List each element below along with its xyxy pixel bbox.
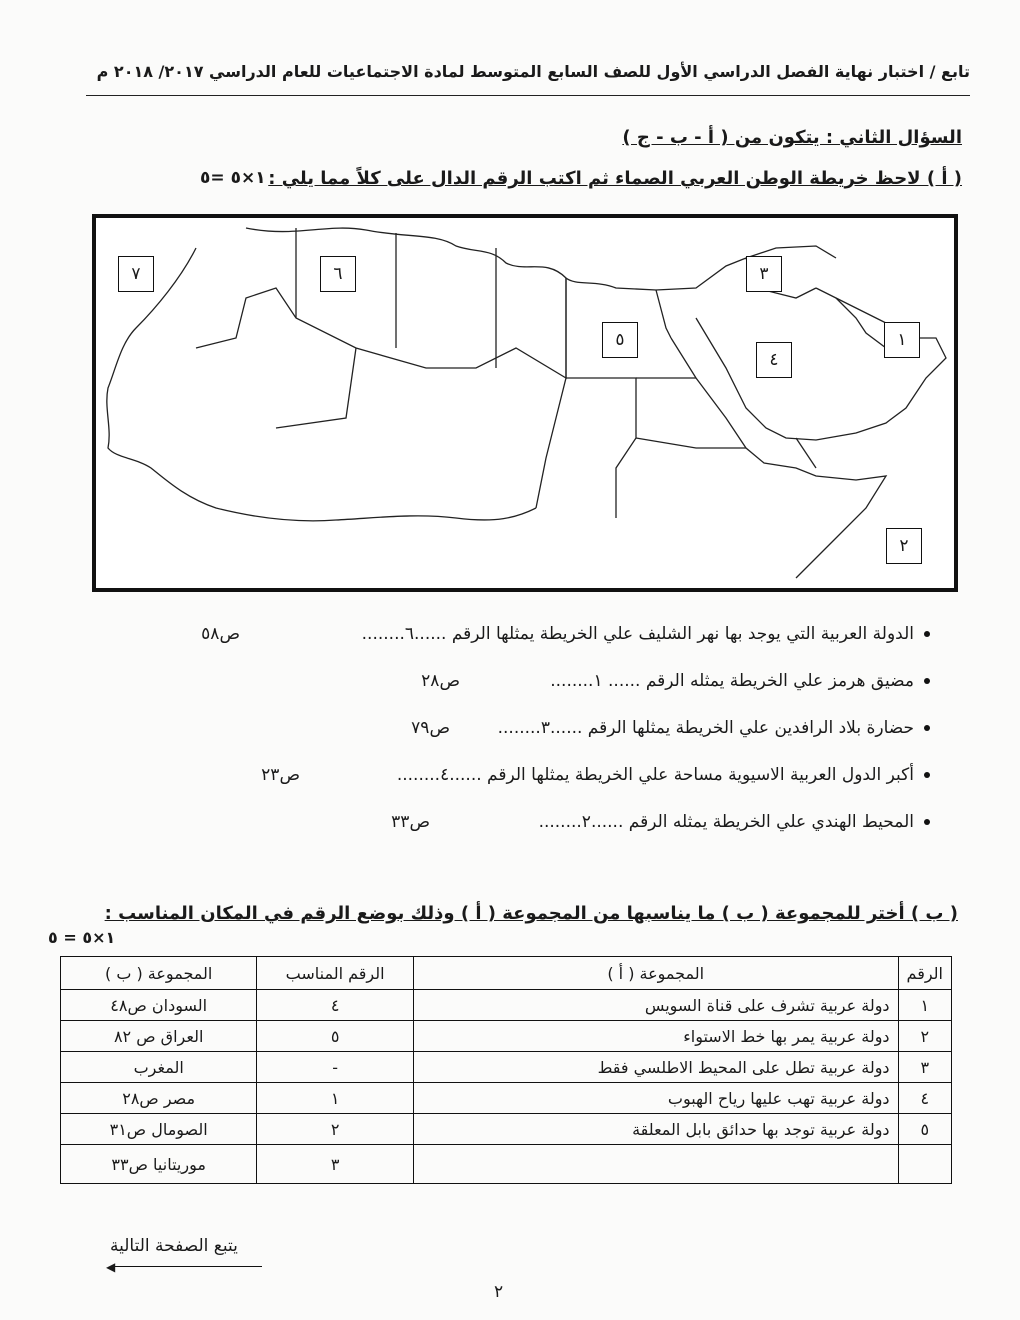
row-group-a: [413, 1145, 898, 1184]
map-label-3: ٣: [746, 256, 782, 292]
row-num: ٥: [898, 1114, 951, 1145]
header-match: الرقم المناسب: [257, 957, 414, 990]
part-b-instruction: ( ب ) أختر للمجموعة ( ب ) ما يناسبها من المجموعة ( أ ) وذلك بوضع الرقم في المكان المناسب :: [104, 903, 958, 924]
header-group-b: المجموعة ( ب ): [61, 957, 257, 990]
row-num: ٣: [898, 1052, 951, 1083]
header-group-a: المجموعة ( أ ): [413, 957, 898, 990]
page-number: ٢: [494, 1282, 504, 1302]
next-page-arrow-line: [112, 1266, 262, 1267]
map-outline-drawing: [96, 218, 954, 588]
matching-table: [60, 956, 952, 1184]
row-num: ٤: [898, 1083, 951, 1114]
row-num: ١: [898, 990, 951, 1021]
answer-page-ref: ص٢٣: [261, 765, 300, 785]
table-row: [61, 1021, 952, 1052]
header-num: الرقم: [898, 957, 951, 990]
table-header-row: [61, 957, 952, 990]
table-row: [61, 1145, 952, 1184]
answer-page-ref: ص٧٩: [411, 718, 450, 738]
row-group-a: دولة عربية تشرف على قناة السويس: [413, 990, 898, 1021]
row-group-b: موريتانيا ص٣٣: [61, 1145, 257, 1184]
row-group-b: السودان ص٤٨: [61, 990, 257, 1021]
map-label-4: ٤: [756, 342, 792, 378]
question-2-title: السؤال الثاني : يتكون من ( أ - ب - ج ): [622, 127, 962, 148]
part-a-instruction: ( أ ) لاحظ خريطة الوطن العربي الصماء ثم اكتب الرقم الدال على كلاً مما يلي :: [268, 168, 962, 189]
row-match-answer[interactable]: ٣: [257, 1145, 414, 1184]
table-row: [61, 1052, 952, 1083]
row-group-b: المغرب: [61, 1052, 257, 1083]
answer-page-ref: ص٥٨: [201, 624, 240, 644]
table-row: [61, 990, 952, 1021]
table-row: [61, 1083, 952, 1114]
map-label-6: ٦: [320, 256, 356, 292]
row-group-a: دولة عربية تهب عليها رياح الهبوب: [413, 1083, 898, 1114]
map-label-5: ٥: [602, 322, 638, 358]
row-match-answer[interactable]: ٤: [257, 990, 414, 1021]
arab-world-blank-map: [92, 214, 958, 592]
row-group-a: دولة عربية تطل على المحيط الاطلسي فقط: [413, 1052, 898, 1083]
row-match-answer[interactable]: -: [257, 1052, 414, 1083]
row-group-b: العراق ص ٨٢: [61, 1021, 257, 1052]
answer-page-ref: ص٢٨: [421, 671, 460, 691]
answer-item: المحيط الهندي علي الخريطة يمثله الرقم ......٢........: [539, 812, 930, 832]
row-group-a: دولة عربية يمر بها خط الاستواء: [413, 1021, 898, 1052]
table-row: [61, 1114, 952, 1145]
answer-page-ref: ص٣٣: [391, 812, 430, 832]
map-label-7: ٧: [118, 256, 154, 292]
row-match-answer[interactable]: ٥: [257, 1021, 414, 1052]
next-page-note: يتبع الصفحة التالية: [110, 1236, 238, 1256]
bullet-icon: [924, 631, 930, 637]
bullet-icon: [924, 725, 930, 731]
answer-item: مضيق هرمز علي الخريطة يمثله الرقم ...... ١........: [550, 671, 930, 691]
bullet-icon: [924, 772, 930, 778]
row-group-b: مصر ص٢٨: [61, 1083, 257, 1114]
answer-item: أكبر الدول العربية الاسيوية مساحة علي الخريطة يمثلها الرقم ......٤........: [397, 765, 930, 785]
bullet-icon: [924, 678, 930, 684]
part-b-marks: ١×٥ = ٥: [48, 928, 116, 947]
exam-header: تابع / اختبار نهاية الفصل الدراسي الأول للصف السابع المتوسط لمادة الاجتماعيات للعام الدراسي ٢٠١٧/ ٢٠١٨ م: [96, 62, 970, 81]
header-divider: [86, 95, 970, 96]
row-num: ٢: [898, 1021, 951, 1052]
row-group-a: دولة عربية توجد بها حدائق بابل المعلقة: [413, 1114, 898, 1145]
row-group-b: الصومال ص٣١: [61, 1114, 257, 1145]
row-match-answer[interactable]: ١: [257, 1083, 414, 1114]
row-num: [898, 1145, 951, 1184]
answer-item: الدولة العربية التي يوجد بها نهر الشليف علي الخريطة يمثلها الرقم ......٦........: [362, 624, 930, 644]
answer-item: حضارة بلاد الرافدين علي الخريطة يمثلها الرقم ......٣........: [498, 718, 930, 738]
bullet-icon: [924, 819, 930, 825]
map-label-1: ١: [884, 322, 920, 358]
part-a-marks: ١×٥ =٥: [200, 168, 266, 188]
arrow-left-icon: ◀: [106, 1260, 116, 1274]
map-label-2: ٢: [886, 528, 922, 564]
row-match-answer[interactable]: ٢: [257, 1114, 414, 1145]
